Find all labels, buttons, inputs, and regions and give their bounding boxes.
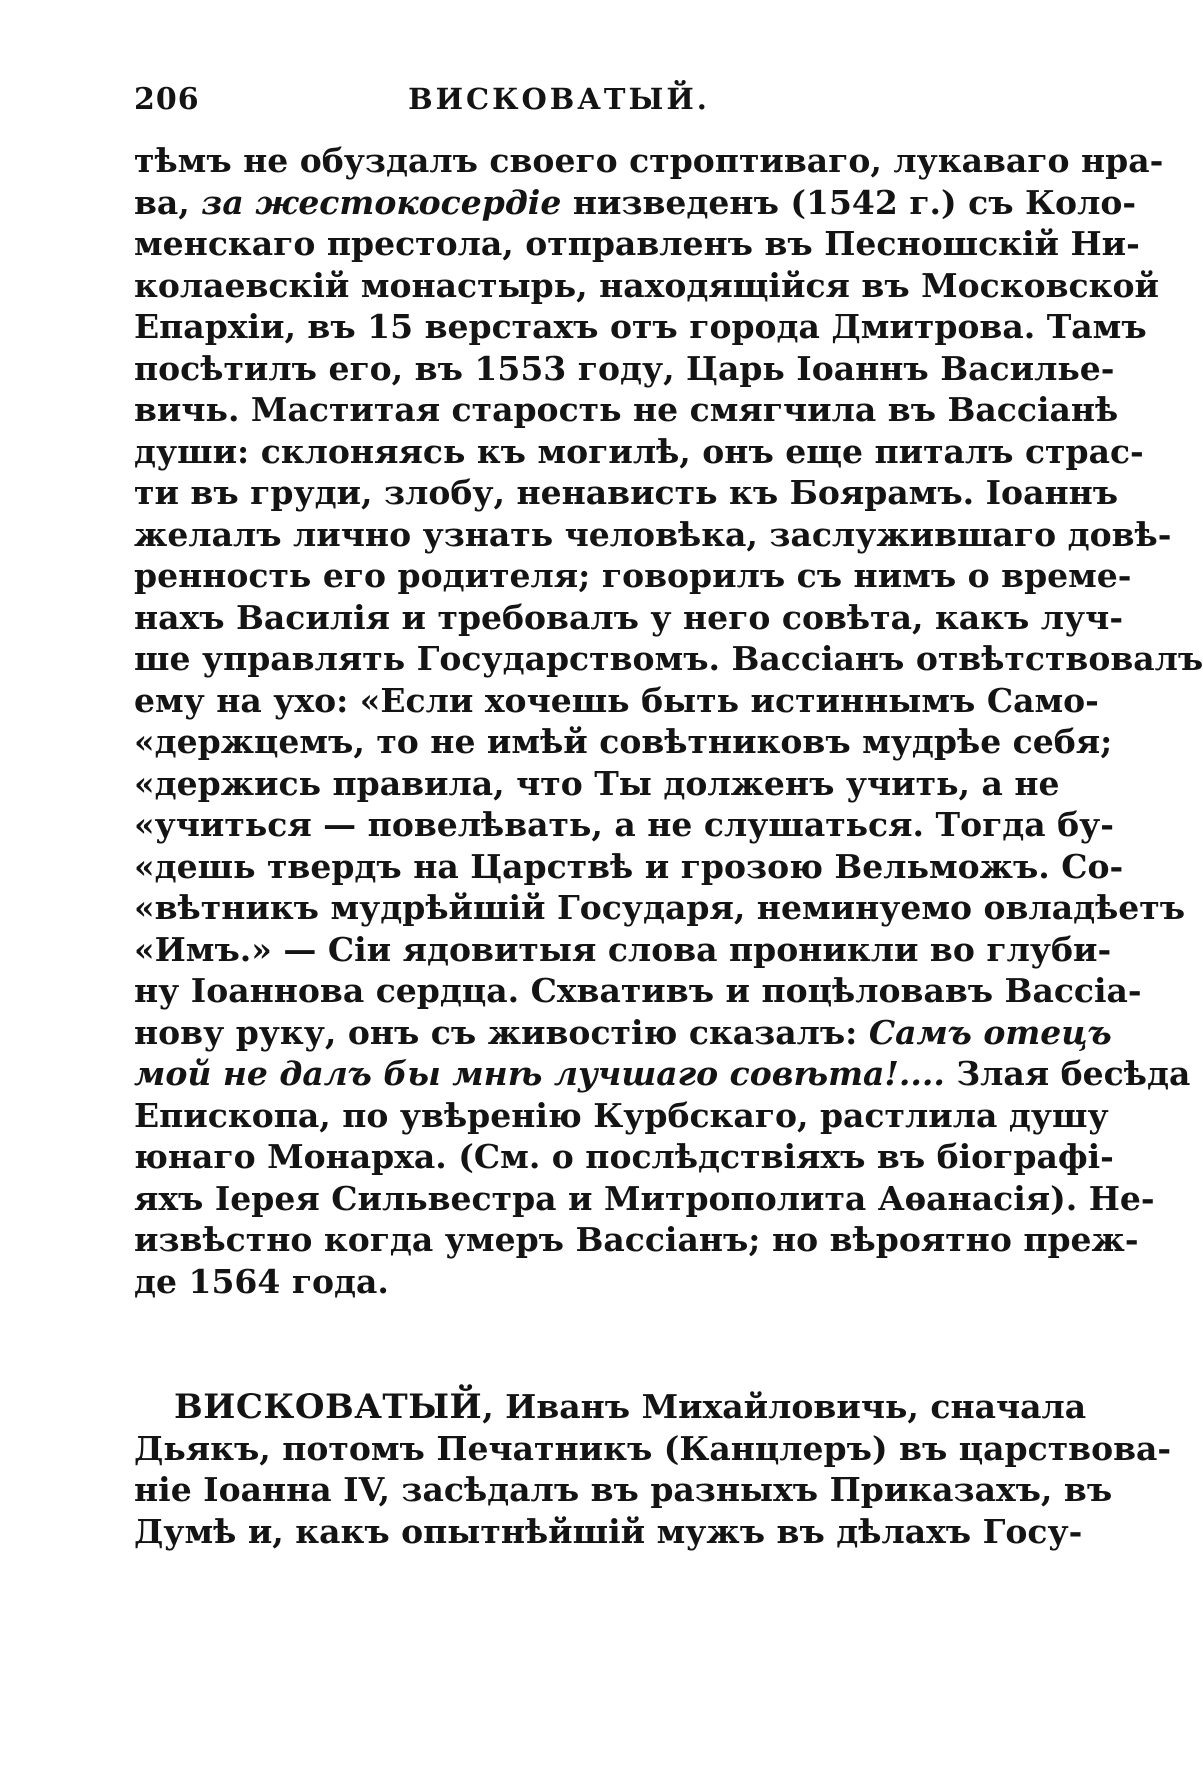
text-line: Епископа, по увѣренію Курбскаго, растлила душу bbox=[134, 1095, 1109, 1135]
text-line: «Имъ.» — Сіи ядовитыя слова проникли во глуби- bbox=[134, 929, 1112, 969]
text-line: колаевскій монастырь, находящійся въ Московской bbox=[134, 265, 1159, 305]
text-line: де 1564 года. bbox=[134, 1261, 389, 1301]
text-line: желалъ лично узнать человѣка, заслужившаго довѣ- bbox=[134, 514, 1172, 554]
italic-phrase: мой не далъ бы мнѣ лучшаго совѣта!.... bbox=[134, 1054, 945, 1093]
text-line: ну Іоаннова сердца. Схвативъ и поцѣловавъ Вассіа- bbox=[134, 971, 1142, 1010]
text-line: мой не далъ бы мнѣ лучшаго совѣта!.... Злая бесѣда bbox=[134, 1054, 1191, 1093]
italic-phrase: за жестокосердіе bbox=[201, 182, 562, 222]
text-line: посѣтилъ его, въ 1553 году, Царь Іоаннъ Василье- bbox=[134, 348, 1115, 388]
italic-phrase: Самъ отецъ bbox=[868, 1012, 1112, 1052]
text-line: ти въ груди, злобу, ненависть къ Боярамъ. Іоаннъ bbox=[134, 473, 1119, 512]
text-line: Дьякъ, потомъ Печатникъ (Канцлеръ) въ царствова- bbox=[134, 1428, 1172, 1468]
text-line: «дешь твердъ на Царствѣ и грозою Вельможъ. Со- bbox=[134, 846, 1124, 886]
text-line: «учиться — повелѣвать, а не слушаться. Тогда бу- bbox=[134, 805, 1114, 844]
text-line: извѣстно когда умеръ Вассіанъ; но вѣроятно преж- bbox=[134, 1220, 1139, 1259]
text-line: нахъ Василія и требовалъ у него совѣта, какъ луч- bbox=[134, 597, 1124, 637]
page-header bbox=[134, 82, 984, 128]
entry-first-line: ВИСКОВАТЫЙ, Иванъ Михайловичь, сначала bbox=[174, 1387, 1087, 1427]
text-line: ніе Іоанна IV, засѣдалъ въ разныхъ Приказахъ, въ bbox=[134, 1470, 1113, 1509]
text-line: нову руку, онъ съ живостію сказалъ: Самъ отецъ bbox=[134, 1012, 1112, 1052]
text-line: юнаго Монарха. (См. о послѣдствіяхъ въ біографі- bbox=[134, 1137, 1114, 1176]
text-line: Епархіи, въ 15 верстахъ отъ города Дмитрова. Тамъ bbox=[134, 307, 1147, 346]
text-line: ва, за жестокосердіе низведенъ (1542 г.) съ Коло- bbox=[134, 182, 1137, 222]
text-line: яхъ Іерея Сильвестра и Митрополита Аѳанасія). Не- bbox=[134, 1178, 1155, 1218]
text-line: вичь. Маститая старость не смягчила въ Вассіанѣ bbox=[134, 390, 1119, 429]
text-line: «держись правила, что Ты долженъ учить, а не bbox=[134, 763, 1060, 803]
entry-headword: ВИСКОВАТЫЙ bbox=[174, 1387, 483, 1427]
text-line: ему на ухо: «Если хочешь быть истиннымъ Само- bbox=[134, 680, 1099, 720]
running-head: ВИСКОВАТЫЙ. bbox=[408, 82, 710, 116]
text-line: ренность его родителя; говорилъ съ нимъ о време- bbox=[134, 556, 1132, 595]
text-line: ше управлять Государствомъ. Вассіанъ отвѣтствовалъ bbox=[134, 639, 1203, 678]
body-text bbox=[134, 140, 1203, 1552]
text-line: «вѣтникъ мудрѣйшій Государя, неминуемо овладѣетъ bbox=[134, 888, 1186, 927]
text-line: тѣмъ не обуздалъ своего строптиваго, лукаваго нра- bbox=[134, 141, 1164, 180]
text-line: «держцемъ, то не имѣй совѣтниковъ мудрѣе себя; bbox=[134, 722, 1113, 761]
page-number: 206 bbox=[134, 82, 200, 117]
text-line: души: склоняясь къ могилѣ, онъ еще питалъ страс- bbox=[134, 431, 1144, 471]
text-line: Думѣ и, какъ опытнѣйшій мужъ въ дѣлахъ Госу- bbox=[134, 1511, 1083, 1551]
text-line: менскаго престола, отправленъ въ Песношскій Ни- bbox=[134, 224, 1140, 263]
